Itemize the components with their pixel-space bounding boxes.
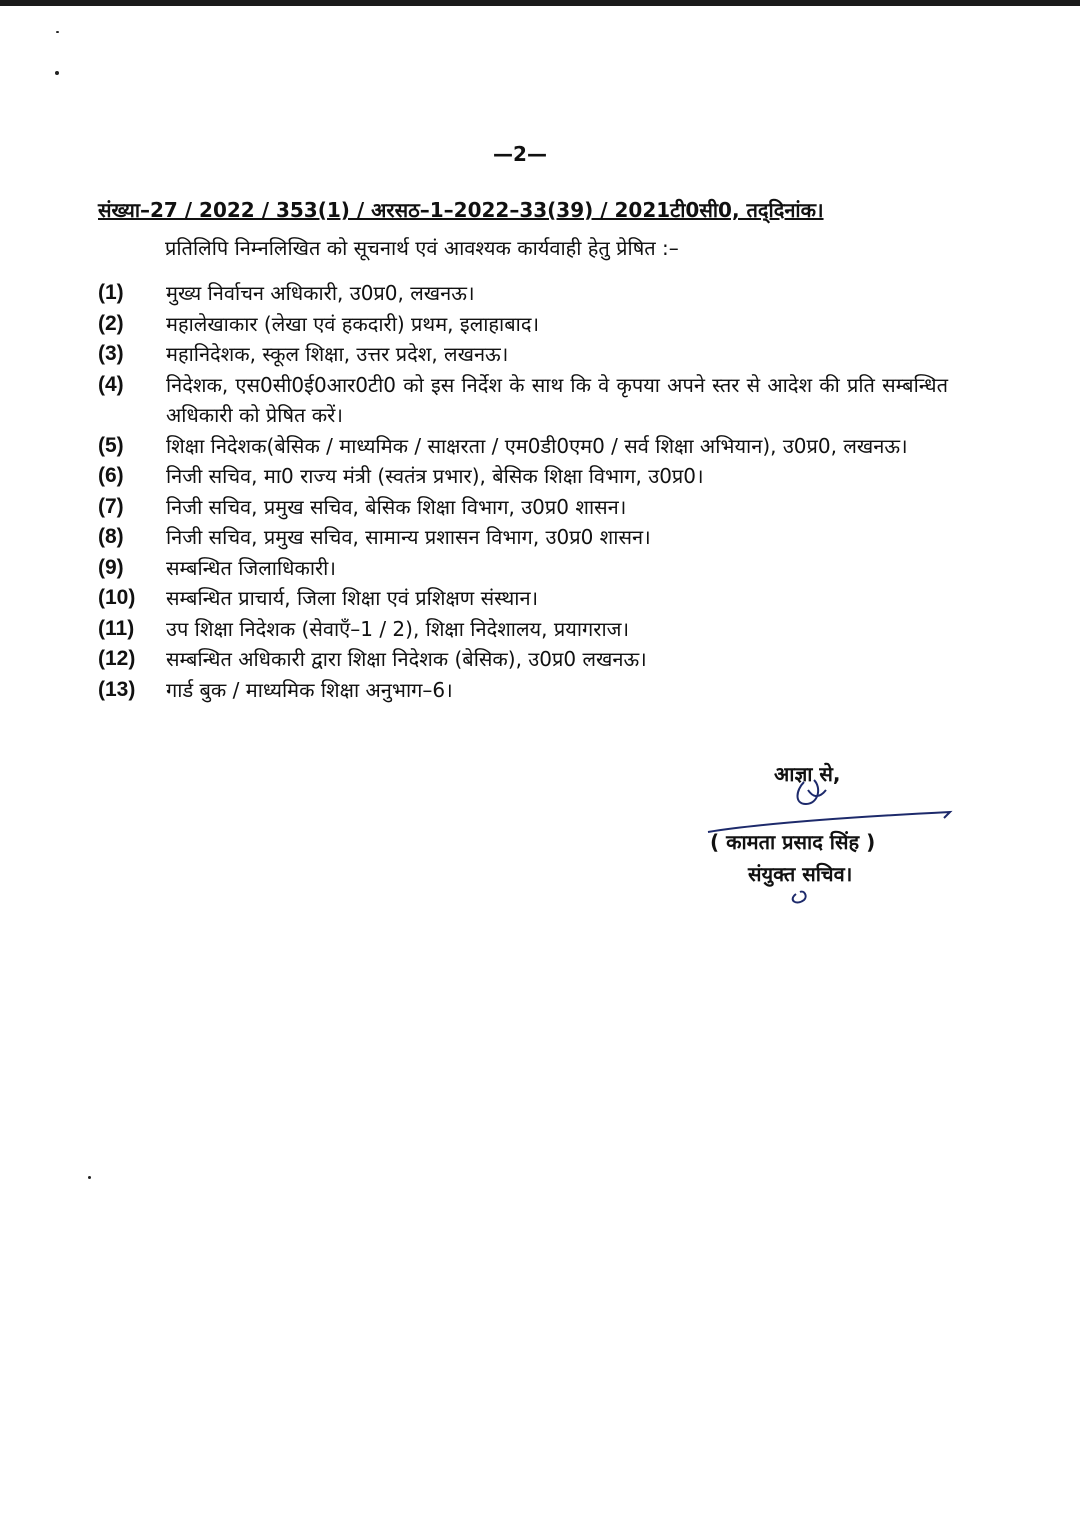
item-number: (5) (98, 433, 124, 457)
by-order-text: आज्ञा से, (774, 762, 841, 786)
list-item (98, 431, 948, 462)
item-number: (7) (98, 494, 124, 518)
item-text: शिक्षा निदेशक(बेसिक / माध्यमिक / साक्षरता / एम0डी0एम0 / सर्व शिक्षा अभियान), उ0प्र0, लखनऊ। (166, 433, 908, 458)
item-number: (13) (98, 677, 136, 701)
item-text: निजी सचिव, प्रमुख सचिव, बेसिक शिक्षा विभाग, उ0प्र0 शासन। (166, 494, 627, 519)
recipient-list (98, 278, 948, 705)
item-number: (1) (98, 281, 124, 304)
list-item (98, 553, 948, 584)
item-text: निदेशक, एस0सी0ई0आर0टी0 को इस निर्देश के साथ कि वे कृपया अपने स्तर से आदेश की प्रति सम्बन्धित अधिकारी को प्रेषित करें। (166, 372, 948, 427)
item-number: (12) (98, 647, 136, 670)
list-item (98, 370, 948, 431)
item-text: मुख्य निर्वाचन अधिकारी, उ0प्र0, लखनऊ। (166, 281, 475, 305)
item-text: निजी सचिव, मा0 राज्य मंत्री (स्वतंत्र प्रभार), बेसिक शिक्षा विभाग, उ0प्र0। (166, 464, 704, 488)
list-item (98, 675, 948, 706)
item-number: (11) (98, 616, 135, 640)
list-item (98, 339, 948, 370)
signature-block (700, 760, 960, 910)
item-number: (6) (98, 464, 124, 487)
item-text: सम्बन्धित प्राचार्य, जिला शिक्षा एवं प्रशिक्षण संस्थान। (166, 586, 539, 610)
item-number: (4) (98, 372, 124, 396)
reference-number: संख्या–27 / 2022 / 353(1) / अरसठ–1–2022–33(39) / 2021टी0सी0, तद्‌दिनांक। (98, 198, 824, 222)
list-item (98, 309, 948, 340)
page-number: —2— (493, 142, 547, 166)
item-text: सम्बन्धित जिलाधिकारी। (166, 555, 336, 580)
item-number: (3) (98, 342, 124, 365)
item-number: (9) (98, 555, 124, 579)
scan-speck (55, 71, 59, 75)
item-number: (10) (98, 586, 136, 609)
scan-speck (56, 31, 59, 33)
signatory-designation: संयुक्त सचिव। (748, 862, 853, 886)
scan-border-top (0, 0, 1080, 6)
scan-speck (88, 1176, 91, 1179)
item-number: (8) (98, 525, 124, 548)
list-item (98, 492, 948, 523)
item-text: सम्बन्धित अधिकारी द्वारा शिक्षा निदेशक (बेसिक), उ0प्र0 लखनऊ। (166, 647, 647, 671)
signatory-name: ( कामता प्रसाद सिंह ) (710, 830, 876, 854)
item-text: गार्ड बुक / माध्यमिक शिक्षा अनुभाग–6। (166, 677, 453, 702)
list-item (98, 278, 948, 309)
list-item (98, 461, 948, 492)
item-text: महानिदेशक, स्कूल शिक्षा, उत्तर प्रदेश, लखनऊ। (166, 342, 509, 366)
item-text: महालेखाकार (लेखा एवं हकदारी) प्रथम, इलाहाबाद। (166, 311, 540, 336)
item-number: (2) (98, 311, 124, 335)
list-item (98, 522, 948, 553)
list-item (98, 614, 948, 645)
item-text: निजी सचिव, प्रमुख सचिव, सामान्य प्रशासन विभाग, उ0प्र0 शासन। (166, 525, 651, 549)
intro-line: प्रतिलिपि निम्नलिखित को सूचनार्थ एवं आवश्यक कार्यवाही हेतु प्रेषित :– (165, 236, 679, 260)
list-item (98, 644, 948, 675)
item-text: उप शिक्षा निदेशक (सेवाएँ–1 / 2), शिक्षा निदेशालय, प्रयागराज। (166, 616, 630, 641)
list-item (98, 583, 948, 614)
